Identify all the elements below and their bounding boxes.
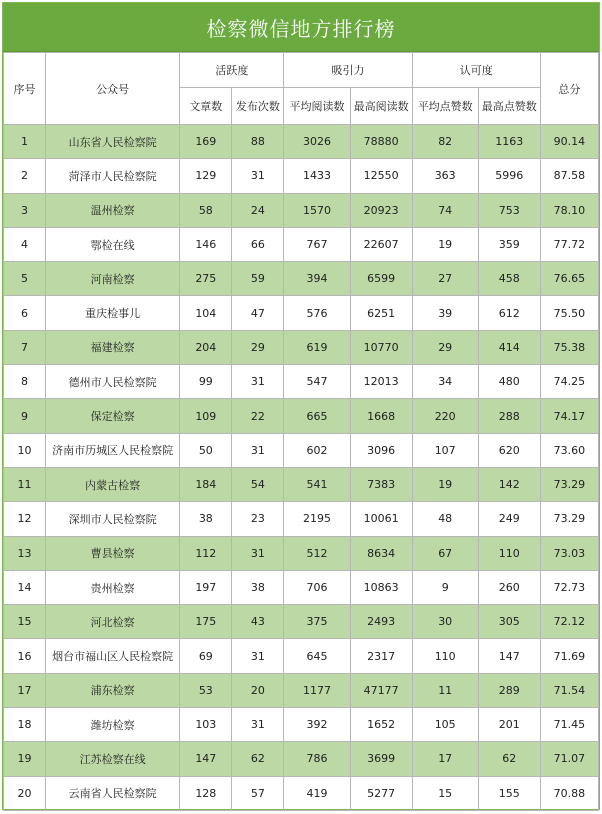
cell-total: 71.07	[540, 742, 598, 776]
cell-rank: 14	[4, 570, 46, 604]
cell-max-reads: 12013	[350, 365, 412, 399]
cell-account: 鄂检在线	[46, 227, 180, 261]
cell-max-likes: 359	[478, 227, 540, 261]
table-row	[4, 673, 599, 707]
cell-account: 潍坊检察	[46, 708, 180, 742]
cell-max-likes: 458	[478, 262, 540, 296]
table-row	[4, 467, 599, 501]
cell-rank: 1	[4, 125, 46, 159]
cell-avg-likes: 67	[412, 536, 478, 570]
cell-total: 73.60	[540, 433, 598, 467]
cell-total: 76.65	[540, 262, 598, 296]
cell-max-reads: 2317	[350, 639, 412, 673]
cell-rank: 17	[4, 673, 46, 707]
cell-articles: 146	[180, 227, 232, 261]
cell-account: 河南检察	[46, 262, 180, 296]
table-row	[4, 262, 599, 296]
cell-account: 福建检察	[46, 330, 180, 364]
header-group-attraction: 吸引力	[284, 53, 412, 88]
cell-publish-count: 31	[232, 159, 284, 193]
cell-max-likes: 249	[478, 502, 540, 536]
cell-total: 75.50	[540, 296, 598, 330]
cell-articles: 104	[180, 296, 232, 330]
table-row	[4, 708, 599, 742]
cell-rank: 4	[4, 227, 46, 261]
table-row	[4, 296, 599, 330]
cell-rank: 15	[4, 605, 46, 639]
cell-avg-likes: 74	[412, 193, 478, 227]
cell-max-likes: 201	[478, 708, 540, 742]
table-row	[4, 536, 599, 570]
cell-avg-likes: 30	[412, 605, 478, 639]
cell-account: 江苏检察在线	[46, 742, 180, 776]
cell-articles: 175	[180, 605, 232, 639]
cell-avg-reads: 547	[284, 365, 350, 399]
cell-avg-reads: 3026	[284, 125, 350, 159]
cell-max-reads: 12550	[350, 159, 412, 193]
cell-articles: 38	[180, 502, 232, 536]
table-row	[4, 125, 599, 159]
cell-max-reads: 10770	[350, 330, 412, 364]
header-max-likes: 最高点赞数	[478, 88, 540, 125]
cell-avg-reads: 2195	[284, 502, 350, 536]
cell-max-reads: 47177	[350, 673, 412, 707]
header-rank: 序号	[4, 53, 46, 125]
cell-publish-count: 54	[232, 467, 284, 501]
cell-publish-count: 57	[232, 776, 284, 810]
cell-avg-likes: 19	[412, 467, 478, 501]
cell-total: 71.69	[540, 639, 598, 673]
cell-avg-likes: 363	[412, 159, 478, 193]
cell-max-reads: 20923	[350, 193, 412, 227]
cell-articles: 275	[180, 262, 232, 296]
cell-articles: 128	[180, 776, 232, 810]
cell-publish-count: 62	[232, 742, 284, 776]
cell-max-reads: 78880	[350, 125, 412, 159]
cell-rank: 16	[4, 639, 46, 673]
cell-rank: 6	[4, 296, 46, 330]
ranking-table	[3, 52, 599, 811]
cell-articles: 204	[180, 330, 232, 364]
cell-account: 浦东检察	[46, 673, 180, 707]
cell-avg-likes: 34	[412, 365, 478, 399]
cell-avg-reads: 1177	[284, 673, 350, 707]
cell-rank: 5	[4, 262, 46, 296]
cell-max-reads: 8634	[350, 536, 412, 570]
cell-total: 90.14	[540, 125, 598, 159]
table-row	[4, 399, 599, 433]
cell-max-likes: 305	[478, 605, 540, 639]
cell-max-reads: 3699	[350, 742, 412, 776]
cell-account: 济南市历城区人民检察院	[46, 433, 180, 467]
cell-avg-likes: 17	[412, 742, 478, 776]
cell-account: 重庆检事儿	[46, 296, 180, 330]
cell-publish-count: 66	[232, 227, 284, 261]
cell-articles: 99	[180, 365, 232, 399]
cell-articles: 147	[180, 742, 232, 776]
cell-avg-reads: 706	[284, 570, 350, 604]
cell-max-likes: 110	[478, 536, 540, 570]
cell-publish-count: 20	[232, 673, 284, 707]
cell-avg-reads: 602	[284, 433, 350, 467]
cell-articles: 109	[180, 399, 232, 433]
cell-max-reads: 1652	[350, 708, 412, 742]
cell-avg-likes: 11	[412, 673, 478, 707]
header-account: 公众号	[46, 53, 180, 125]
cell-total: 72.12	[540, 605, 598, 639]
cell-rank: 2	[4, 159, 46, 193]
cell-avg-likes: 39	[412, 296, 478, 330]
header-publish-count: 发布次数	[232, 88, 284, 125]
cell-publish-count: 43	[232, 605, 284, 639]
table-row	[4, 570, 599, 604]
cell-avg-reads: 576	[284, 296, 350, 330]
cell-max-likes: 260	[478, 570, 540, 604]
cell-publish-count: 88	[232, 125, 284, 159]
cell-publish-count: 31	[232, 433, 284, 467]
cell-account: 云南省人民检察院	[46, 776, 180, 810]
cell-total: 78.10	[540, 193, 598, 227]
cell-max-likes: 147	[478, 639, 540, 673]
cell-avg-reads: 419	[284, 776, 350, 810]
table-row	[4, 639, 599, 673]
table-row	[4, 605, 599, 639]
cell-publish-count: 38	[232, 570, 284, 604]
cell-avg-reads: 1570	[284, 193, 350, 227]
cell-avg-likes: 107	[412, 433, 478, 467]
table-row	[4, 330, 599, 364]
cell-avg-reads: 512	[284, 536, 350, 570]
cell-max-likes: 142	[478, 467, 540, 501]
cell-max-likes: 5996	[478, 159, 540, 193]
page-title: 检察微信地方排行榜	[3, 3, 599, 52]
cell-max-likes: 155	[478, 776, 540, 810]
cell-articles: 184	[180, 467, 232, 501]
cell-max-likes: 753	[478, 193, 540, 227]
cell-avg-reads: 394	[284, 262, 350, 296]
cell-total: 73.03	[540, 536, 598, 570]
cell-avg-reads: 541	[284, 467, 350, 501]
cell-publish-count: 31	[232, 536, 284, 570]
cell-total: 77.72	[540, 227, 598, 261]
cell-articles: 112	[180, 536, 232, 570]
cell-max-likes: 1163	[478, 125, 540, 159]
cell-max-likes: 620	[478, 433, 540, 467]
cell-rank: 12	[4, 502, 46, 536]
cell-avg-likes: 82	[412, 125, 478, 159]
cell-max-reads: 10061	[350, 502, 412, 536]
cell-avg-likes: 19	[412, 227, 478, 261]
cell-rank: 7	[4, 330, 46, 364]
cell-max-likes: 288	[478, 399, 540, 433]
cell-account: 温州检察	[46, 193, 180, 227]
cell-avg-reads: 392	[284, 708, 350, 742]
cell-publish-count: 59	[232, 262, 284, 296]
cell-account: 德州市人民检察院	[46, 365, 180, 399]
header-group-activity: 活跃度	[180, 53, 284, 88]
table-header	[4, 53, 599, 125]
cell-rank: 8	[4, 365, 46, 399]
header-avg-reads: 平均阅读数	[284, 88, 350, 125]
cell-max-likes: 62	[478, 742, 540, 776]
header-articles: 文章数	[180, 88, 232, 125]
cell-articles: 169	[180, 125, 232, 159]
cell-rank: 20	[4, 776, 46, 810]
cell-max-reads: 2493	[350, 605, 412, 639]
cell-max-reads: 1668	[350, 399, 412, 433]
cell-articles: 69	[180, 639, 232, 673]
cell-total: 75.38	[540, 330, 598, 364]
cell-max-reads: 5277	[350, 776, 412, 810]
header-avg-likes: 平均点赞数	[412, 88, 478, 125]
cell-avg-reads: 767	[284, 227, 350, 261]
cell-articles: 197	[180, 570, 232, 604]
cell-total: 71.45	[540, 708, 598, 742]
cell-max-reads: 6251	[350, 296, 412, 330]
cell-total: 71.54	[540, 673, 598, 707]
cell-articles: 103	[180, 708, 232, 742]
cell-account: 内蒙古检察	[46, 467, 180, 501]
header-max-reads: 最高阅读数	[350, 88, 412, 125]
table-row	[4, 193, 599, 227]
cell-max-likes: 414	[478, 330, 540, 364]
table-row	[4, 776, 599, 810]
cell-total: 70.88	[540, 776, 598, 810]
table-row	[4, 433, 599, 467]
cell-total: 73.29	[540, 467, 598, 501]
cell-max-likes: 612	[478, 296, 540, 330]
cell-avg-likes: 27	[412, 262, 478, 296]
cell-articles: 53	[180, 673, 232, 707]
cell-max-reads: 10863	[350, 570, 412, 604]
cell-avg-reads: 1433	[284, 159, 350, 193]
table-row	[4, 502, 599, 536]
header-group-recognition: 认可度	[412, 53, 540, 88]
cell-rank: 10	[4, 433, 46, 467]
cell-publish-count: 22	[232, 399, 284, 433]
cell-rank: 13	[4, 536, 46, 570]
cell-rank: 3	[4, 193, 46, 227]
table-body	[4, 125, 599, 811]
cell-total: 87.58	[540, 159, 598, 193]
cell-total: 73.29	[540, 502, 598, 536]
cell-publish-count: 31	[232, 365, 284, 399]
cell-avg-likes: 105	[412, 708, 478, 742]
cell-avg-reads: 619	[284, 330, 350, 364]
cell-max-likes: 480	[478, 365, 540, 399]
cell-max-reads: 3096	[350, 433, 412, 467]
cell-avg-reads: 665	[284, 399, 350, 433]
cell-max-reads: 6599	[350, 262, 412, 296]
cell-account: 深圳市人民检察院	[46, 502, 180, 536]
cell-publish-count: 31	[232, 708, 284, 742]
cell-total: 74.25	[540, 365, 598, 399]
cell-avg-likes: 9	[412, 570, 478, 604]
cell-max-reads: 7383	[350, 467, 412, 501]
cell-rank: 18	[4, 708, 46, 742]
cell-account: 贵州检察	[46, 570, 180, 604]
cell-articles: 58	[180, 193, 232, 227]
cell-avg-reads: 786	[284, 742, 350, 776]
cell-rank: 9	[4, 399, 46, 433]
cell-publish-count: 29	[232, 330, 284, 364]
cell-publish-count: 47	[232, 296, 284, 330]
header-total: 总分	[540, 53, 598, 125]
cell-publish-count: 24	[232, 193, 284, 227]
cell-account: 河北检察	[46, 605, 180, 639]
cell-rank: 11	[4, 467, 46, 501]
cell-articles: 129	[180, 159, 232, 193]
cell-rank: 19	[4, 742, 46, 776]
cell-account: 曹县检察	[46, 536, 180, 570]
table-row	[4, 365, 599, 399]
cell-avg-likes: 29	[412, 330, 478, 364]
cell-avg-reads: 645	[284, 639, 350, 673]
cell-total: 74.17	[540, 399, 598, 433]
table-row	[4, 227, 599, 261]
cell-account: 菏泽市人民检察院	[46, 159, 180, 193]
cell-max-reads: 22607	[350, 227, 412, 261]
cell-max-likes: 289	[478, 673, 540, 707]
cell-avg-reads: 375	[284, 605, 350, 639]
ranking-panel	[2, 2, 600, 810]
cell-avg-likes: 220	[412, 399, 478, 433]
cell-total: 72.73	[540, 570, 598, 604]
cell-avg-likes: 110	[412, 639, 478, 673]
cell-account: 山东省人民检察院	[46, 125, 180, 159]
cell-avg-likes: 15	[412, 776, 478, 810]
table-row	[4, 159, 599, 193]
table-row	[4, 742, 599, 776]
cell-articles: 50	[180, 433, 232, 467]
cell-account: 保定检察	[46, 399, 180, 433]
cell-publish-count: 31	[232, 639, 284, 673]
cell-account: 烟台市福山区人民检察院	[46, 639, 180, 673]
cell-avg-likes: 48	[412, 502, 478, 536]
cell-publish-count: 23	[232, 502, 284, 536]
